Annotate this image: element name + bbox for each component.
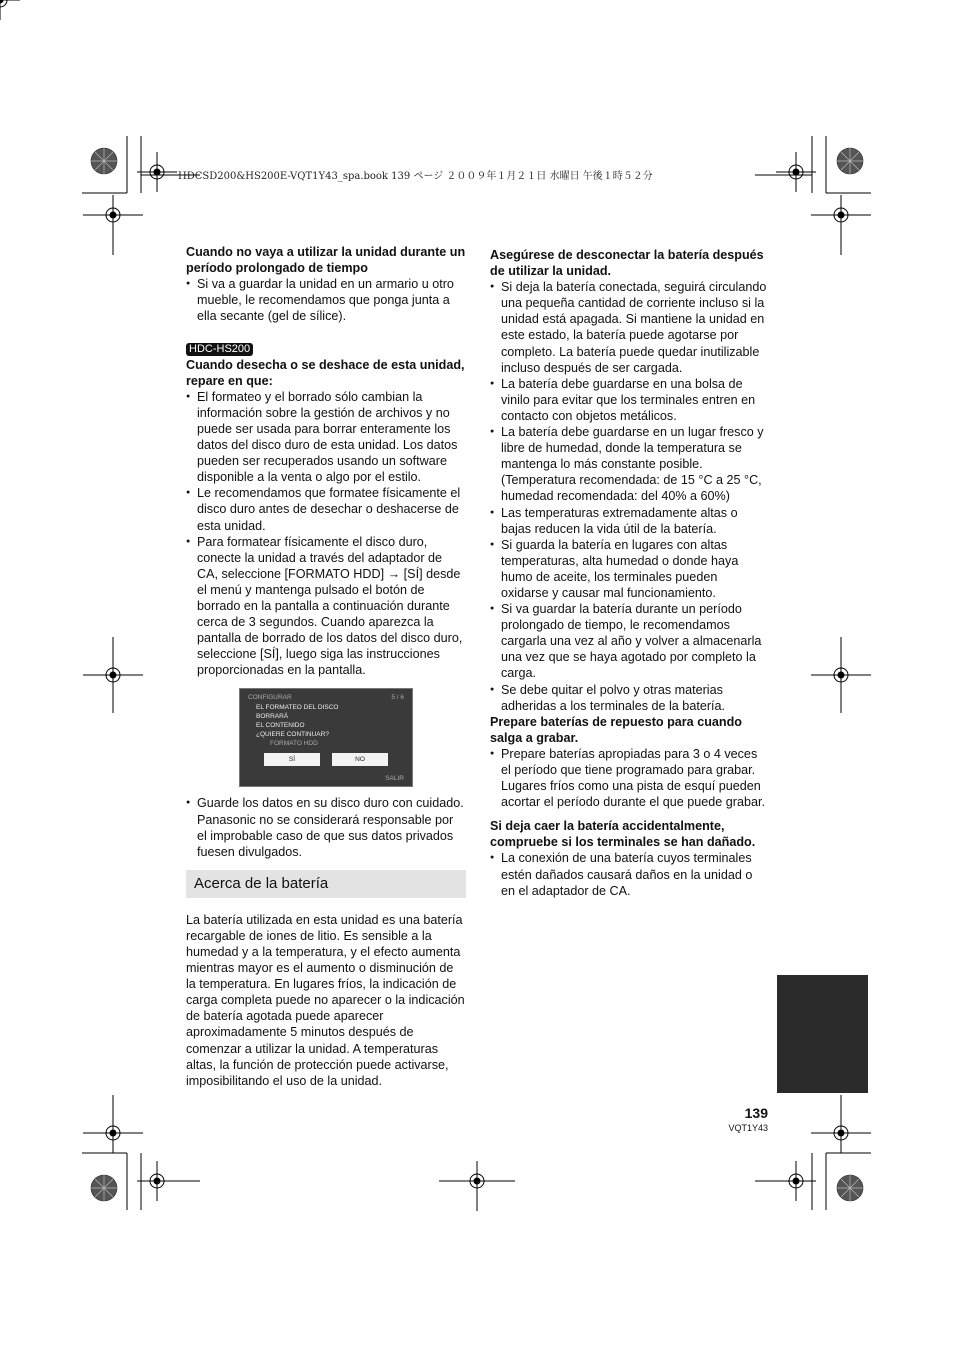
list-item: ● La batería debe guardarse en un lugar fresco y libre de humedad, donde la temperatura se mantenga lo más constante posible. (Temperatura recomendada: de 15 °C a 25 °C, humedad recomendada: del 40% a 60%) [490,424,768,504]
list-item: ● Las temperaturas extremadamente altas o bajas reducen la vida útil de la batería. [490,505,768,537]
battery-paragraph: La batería utilizada en esta unidad es una batería recargable de iones de litio. Es sensible a la humedad y a la temperatura, y el efecto aumenta mientras mayor es el aumento o disminución de la temperatura. En lugares fríos, la indicación de carga completa puede no aparecer o la indicación de batería agotada puede aparecer aproximadamente 5 minutos después de comenzar a utilizar la unidad. A temperaturas altas, la función de protección puede activarse, imposibilitando el uso de la unidad. [186,912,465,1088]
no-button: NO [332,753,388,766]
section-tab-block [777,975,868,1093]
disconnect-list [490,279,768,714]
screen-page: 5 / 6 [391,694,404,702]
disconnect-title: Asegúrese de desconectar la batería después de utilizar la unidad. [490,248,764,279]
screen-menu-title: CONFIGURAR [248,694,292,702]
disposal-list [186,389,466,679]
model-tag: HDC-HS200 [186,343,253,356]
list-item: ● Si guarda la batería en lugares con altas temperaturas, alta humedad o donde haya humo de aceite, los terminales pueden oxidarse y causar mal funcionamiento. [490,537,768,601]
spare-title: Prepare baterías de repuesto para cuando salga a grabar. [490,714,742,745]
screen-line: EL CONTENIDO [256,722,305,730]
screen-menu-item: FORMATO HDD [270,740,318,748]
list-item: ● Si va a guardar la unidad en un armario u otro mueble, le recomendamos que ponga junta a ella secante (gel de sílice). [186,276,466,324]
list-item: ● Prepare baterías apropiadas para 3 o 4 veces el período que tiene programado para grabar. Lugares fríos como una pista de esquí pueden acortar el período durante el que puede grabar. [490,746,768,810]
right-column [490,247,768,899]
yes-button: SÍ [264,753,320,766]
list-item: ● Se debe quitar el polvo y otras materias adheridas a los terminales de la batería. [490,682,768,714]
list-item: ● El formateo y el borrado sólo cambian la información sobre la gestión de archivos y no puede ser usada para borrar enteramente los datos del disco duro de esta unidad. Los datos pueden ser recuperados usando un software disponible a la venta o algo por el estilo. [186,389,466,486]
document-code: VQT1Y43 [728,1123,768,1133]
list-item: ● La batería debe guardarse en una bolsa de vinilo para evitar que los terminales entren en contacto con objetos metálicos. [490,376,768,424]
disposal-title: Cuando desecha o se deshace de esta unidad, repare en que: [186,357,465,388]
list-item: ● Guarde los datos en su disco duro con cuidado. Panasonic no se considerará responsable por el improbable caso de que sus datos privados fuesen divulgados. [186,795,466,859]
print-header: HDCSD200&HS200E-VQT1Y43_spa.book 139 ページ ２００９年１月２１日 水曜日 午後１時５２分 [178,171,653,182]
list-item: ● Le recomendamos que formatee físicamente el disco duro antes de desechar o deshacerse de esta unidad. [186,485,466,533]
page-number: 139 [744,1105,768,1121]
section-heading: Acerca de la batería [186,870,466,898]
privacy-list [186,795,466,859]
left-column [186,244,466,1089]
list-item: ● Si va guardar la batería durante un período prolongado de tiempo, le recomendamos cargarla una vez al año y volver a almacenarla una vez que se haya agotado por completo la carga. [490,601,768,681]
list-item: ● La conexión de una batería cuyos terminales estén dañados causará daños en la unidad o en el adaptador de CA. [490,850,768,898]
screen-line: BORRARÁ [256,713,289,721]
screen-line: EL FORMATEO DEL DISCO [256,704,339,712]
spare-list [490,746,768,810]
screen-line: ¿QUIERE CONTINUAR? [256,731,329,739]
screen-exit: SALIR [385,775,404,783]
drop-list [490,850,768,898]
storage-list [186,276,466,324]
drop-title: Si deja caer la batería accidentalmente, compruebe si los terminales se han dañado. [490,819,756,850]
list-item: ● Si deja la batería conectada, seguirá circulando una pequeña cantidad de corriente incluso si la unidad está apagada. Si mantiene la unidad en este estado, la batería puede agotarse por completo. La batería puede quedar inutilizable incluso después de ser cargada. [490,279,768,376]
format-screen-image [239,688,413,787]
storage-title: Cuando no vaya a utilizar la unidad durante un período prolongado de tiempo [186,245,466,276]
list-item: ● Para formatear físicamente el disco duro, conecte la unidad a través del adaptador de CA, seleccione [FORMATO HDD] → [SÍ] desde el menú y mantenga pulsado el botón de borrado en la pantalla a continuación durante cerca de 3 segundos. Cuando aparezca la pantalla de borrado de los datos del disco duro, seleccione [SÍ], luego siga las instrucciones proporcionadas en la pantalla. [186,534,466,679]
